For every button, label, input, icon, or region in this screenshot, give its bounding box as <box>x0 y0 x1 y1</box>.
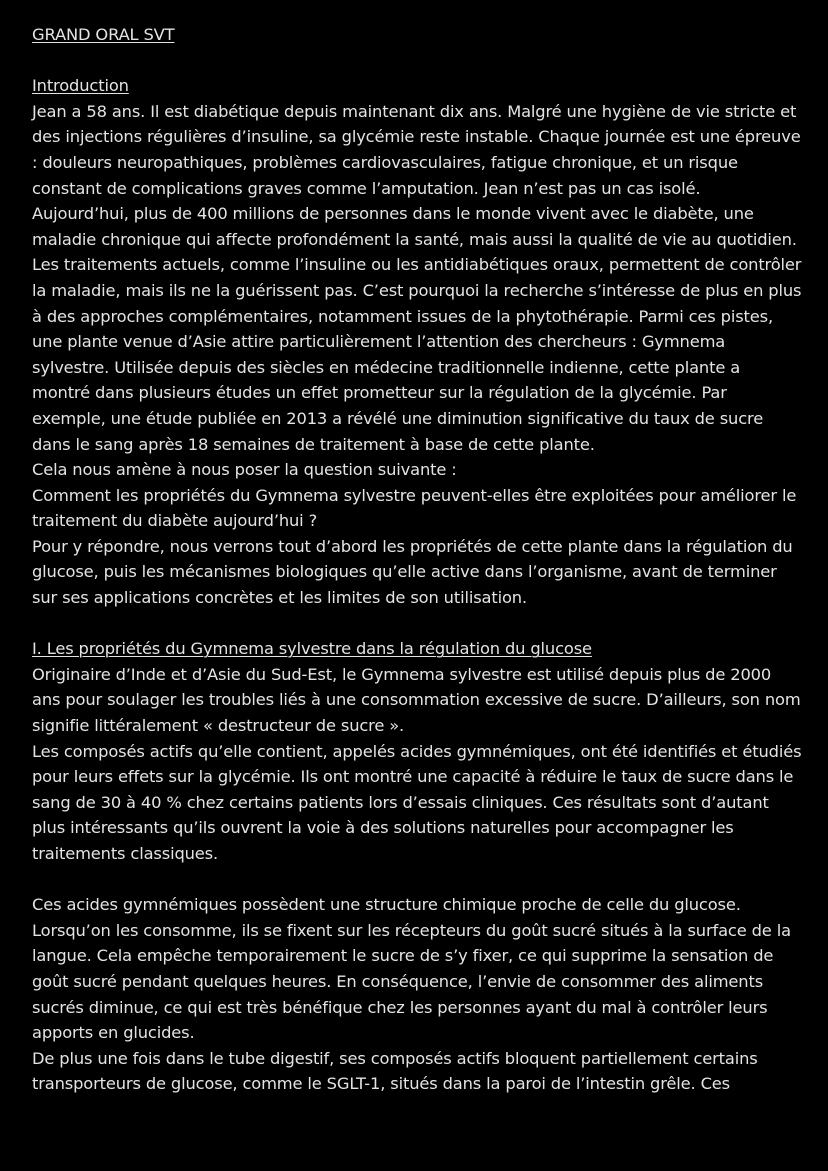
intro-paragraph-plan: Pour y répondre, nous verrons tout d’abord les propriétés de cette plante dans la régulation du glucose, puis les mécanismes biologiques qu’elle active dans l’organisme, avant de terminer sur ses applications concrètes et les limites de son utilisation. <box>32 536 793 608</box>
intro-paragraph-1: Jean a 58 ans. Il est diabétique depuis maintenant dix ans. Malgré une hygiène de vie stricte et des injections régulières d’insuline, sa glycémie reste instable. Chaque journée est une épreuve : douleurs neuropathiques, problèmes cardiovasculaires, fatigue chronique, et un risque constant de complications graves comme l’amputation. Jean n’est pas un cas isolé. Aujourd’hui, plus de 400 millions de personnes dans le monde vivent avec le diabète, une maladie chronique qui affecte profondément la santé, mais aussi la qualité de vie au quotidien. <box>32 101 801 249</box>
part1-paragraph-2: Les composés actifs qu’elle contient, appelés acides gymnémiques, ont été identifiés et étudiés pour leurs effets sur la glycémie. Ils ont montré une capacité à réduire le taux de sucre dans le sang de 30 à 40 % chez certains patients lors d’essais cliniques. Ces résultats sont d’autant plus intéressants qu’ils ouvrent la voie à des solutions naturelles pour accompagner les traitements classiques. <box>32 741 802 863</box>
spacer <box>32 48 802 74</box>
part1-paragraph-4: De plus une fois dans le tube digestif, ses composés actifs bloquent partiellement certains transporteurs de glucose, comme le SGLT-1, situés dans la paroi de l’intestin grêle. Ces <box>32 1048 758 1094</box>
intro-paragraph-2: Les traitements actuels, comme l’insuline ou les antidiabétiques oraux, permettent de contrôler la maladie, mais ils ne la guérissent pas. C’est pourquoi la recherche s’intéresse de plus en plus à des approches complémentaires, notamment issues de la phytothérapie. Parmi ces pistes, une plante venue d’Asie attire particulièrement l’attention des chercheurs : Gymnema sylvestre. Utilisée depuis des siècles en médecine traditionnelle indienne, cette plante a montré dans plusieurs études un effet prometteur sur la régulation de la glycémie. Par exemple, une étude publiée en 2013 a révélé une diminution significative du taux de sucre dans le sang après 18 semaines de traitement à base de cette plante. <box>32 255 802 454</box>
part1-paragraph-3: Ces acides gymnémiques possèdent une structure chimique proche de celle du glucose. Lorsqu’on les consomme, ils se fixent sur les récepteurs du goût sucré situés à la surface de la langue. Cela empêche temporairement le sucre de s’y fixer, ce qui supprime la sensation de goût sucré pendant quelques heures. En conséquence, l’envie de consommer des aliments sucrés diminue, ce qui est très bénéfique chez les personnes ayant du mal à contrôler leurs apports en glucides. <box>32 895 791 1043</box>
part1-paragraph-1: Originaire d’Inde et d’Asie du Sud-Est, le Gymnema sylvestre est utilisé depuis plus de 2000 ans pour soulager les troubles liés à une consommation excessive de sucre. D’ailleurs, son nom signifie littéralement « destructeur de sucre ». <box>32 664 801 736</box>
section-heading-part-1: I. Les propriétés du Gymnema sylvestre dans la régulation du glucose <box>32 639 592 659</box>
spacer <box>32 867 802 893</box>
document-page <box>32 22 802 1097</box>
section-heading-introduction: Introduction <box>32 76 129 96</box>
intro-paragraph-3: Cela nous amène à nous poser la question suivante : <box>32 460 457 480</box>
document-title: GRAND ORAL SVT <box>32 25 175 44</box>
spacer <box>32 611 802 637</box>
intro-problem-question: Comment les propriétés du Gymnema sylvestre peuvent-elles être exploitées pour améliorer le traitement du diabète aujourd’hui ? <box>32 485 797 531</box>
